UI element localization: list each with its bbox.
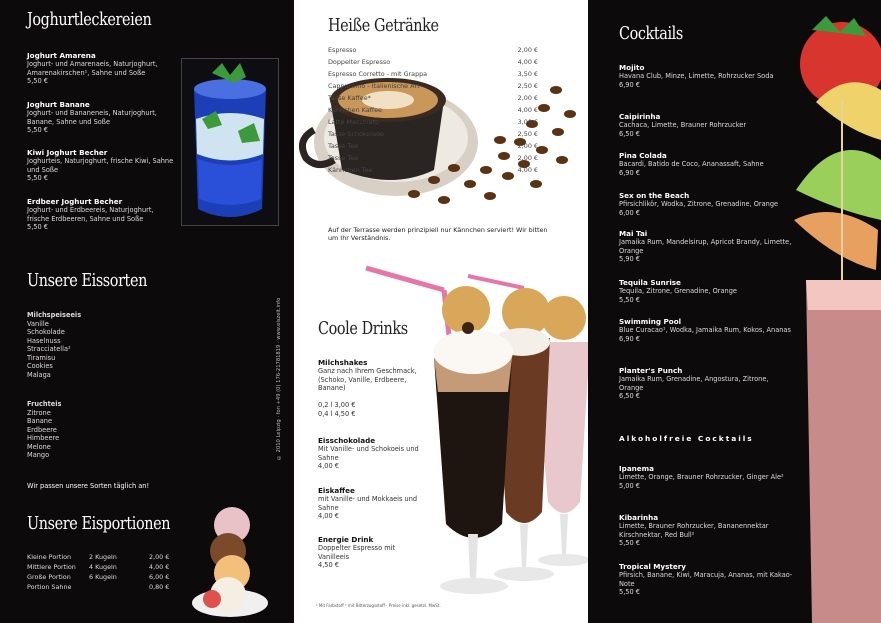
list-item: Latte Macchiato 3,00 € [328, 117, 538, 126]
joghurt-item: Joghurt Banane Joghurt- und Bananeneis, Naturjoghurt, Banane, Sahne und Soße 5,50 € [27, 100, 157, 135]
cool-drinks-heading: Coole Drinks [318, 318, 408, 339]
list-item: Kännchen Tee 4,00 € [328, 165, 538, 174]
terrace-note: Auf der Terrasse werden prinzipiell nur Kännchen serviert! Wir bitten um Ihr Verständnis. [328, 226, 548, 243]
cocktail-item: Pina Colada Bacardi, Batido de Coco, Ananassaft, Sahne 6,90 € [619, 151, 764, 177]
list-item: Espresso 2,00 € [328, 45, 538, 54]
milchspeiseeis-list: Milchspeiseeis Vanille Schokolade Haselnuss Stracciatella² Tiramisu Cookies Malaga [27, 311, 147, 380]
flavor: Erdbeere [27, 425, 57, 434]
joghurt-heading: Joghurtleckereien [27, 9, 152, 30]
joghurt-item: Erdbeer Joghurt Becher Joghurt- und Erdbeereis, Naturjoghurt, frische Erdbeeren, Sahne und Soße 5,50 € [27, 197, 154, 232]
table-row: Mittlere Portion 4 Kugeln 4,00 € [27, 563, 170, 571]
flavor: Haselnuss [27, 336, 61, 345]
heisse-getraenke-list [328, 44, 538, 176]
cocktail-item: Swimming Pool Blue Curacao¹, Wodka, Jamaika Rum, Kokos, Ananas 6,90 € [619, 317, 791, 343]
flavor: Zitrone [27, 408, 51, 417]
joghurt-item: Kiwi Joghurt Becher Joghurteis, Naturjoghurt, frische Kiwi, Sahne und Soße 5,50 € [27, 148, 174, 183]
flavor: Stracciatella² [27, 345, 71, 354]
table-row: Portion Sahne 0,80 € [27, 583, 170, 591]
contact-vertical-text: © 2010 Leipzig · fon +49 (0) 176-21781819 · www.eiszeit.info [276, 297, 282, 460]
alkoholfrei-item: Tropical Mystery Pfirsich, Banane, Kiwi, Maracuja, Ananas, mit Kakao-Note 5,50 € [619, 562, 793, 597]
list-item: Tasse Schokolade 2,50 € [328, 129, 538, 138]
footnote: ¹ Mit Farbstoff ² mit Bitterzugsstoff · Preise inkl. gesetzl. MwSt. [316, 603, 441, 608]
cocktail-item: Tequila Sunrise Tequila, Zitrone, Grenadine, Orange 5,50 € [619, 278, 737, 304]
right-panel [588, 0, 881, 623]
cool-drink-item: Milchshakes Ganz nach Ihrem Geschmack, (Schoko, Vanille, Erdbeere, Banane) 0,2 l 3,00 € 0,4 l 4,50 € [318, 358, 417, 418]
alkoholfrei-item: Kibarinha Limette, Brauner Rohrzucker, Bananennektar Kirschnektar, Red Bull² 5,50 € [619, 513, 769, 548]
yogurt-glass-image [181, 58, 279, 226]
list-item: Kännchen Kaffee 4,00 € [328, 105, 538, 114]
list-item: Cappuccino - Italienische Art 2,50 € [328, 81, 538, 90]
list-item: Espresso Corretto - mit Grappa 3,50 € [328, 69, 538, 78]
alkoholfrei-item: Ipanema Limette, Orange, Brauner Rohrzucker, Ginger Ale² 5,00 € [619, 464, 784, 490]
flavor: Schokolade [27, 328, 65, 337]
cool-drink-item: Eisschokolade Mit Vanille- und Schokoeis und Sahne 4,00 € [318, 436, 419, 471]
eisportionen-heading: Unsere Eisportionen [27, 513, 171, 534]
flavor: Melone [27, 442, 51, 451]
eissorten-heading: Unsere Eissorten [27, 270, 147, 291]
flavor: Cookies [27, 362, 53, 371]
cocktail-item: Mojito Havana Club, Minze, Limette, Rohrzucker Soda 6,90 € [619, 63, 774, 89]
left-panel [0, 0, 294, 623]
flavor: Tiramisu [27, 353, 56, 362]
cocktail-item: Caipirinha Cachaca, Limette, Brauner Rohrzucker 6,50 € [619, 112, 747, 138]
ice-cream-scoops-image [188, 503, 272, 618]
heisse-heading: Heiße Getränke [328, 15, 439, 36]
cool-drink-item: Energie Drink Doppelter Espresso mit Vanilleeis 4,50 € [318, 535, 396, 570]
daily-note: Wir passen unsere Sorten täglich an! [27, 482, 150, 490]
cocktail-item: Mai Tai Jamaika Rum, Mandelsirup, Apricot Brandy, Limette, Orange 5,90 € [619, 229, 792, 264]
table-row: Große Portion 6 Kugeln 6,00 € [27, 573, 170, 581]
cocktails-heading: Cocktails [619, 23, 683, 44]
portionen-table [27, 553, 169, 593]
flavor: Malaga [27, 370, 51, 379]
flavor: Himbeere [27, 434, 60, 443]
joghurt-item: Joghurt Amarena Joghurt- und Amarenaeis, Naturjoghurt, Amarenakirschen¹, Sahne und Soße 5,50 € [27, 51, 158, 86]
list-item: Tasse Tee 2,00 € [328, 153, 538, 162]
alkoholfrei-heading: Alkoholfreie Cocktails [619, 434, 754, 443]
fruchteis-list: Fruchteis Zitrone Banane Erdbeere Himbeere Melone Mango [27, 400, 147, 460]
cocktail-item: Planter's Punch Jamaika Rum, Grenadine, Angostura, Zitrone, Orange 6,50 € [619, 366, 769, 401]
list-item: Tasse Kaffee* 2,00 € [328, 93, 538, 102]
table-row: Kleine Portion 2 Kugeln 2,00 € [27, 553, 170, 561]
cocktail-glass-image [786, 10, 881, 623]
cool-drink-item: Eiskaffee mit Vanille- und Mokkaeis und Sahne 4,00 € [318, 486, 418, 521]
cocktail-item: Sex on the Beach Pfirsichlikör, Wodka, Zitrone, Grenadine, Orange 6,00 € [619, 191, 779, 217]
flavor: Mango [27, 451, 50, 460]
flavor: Banane [27, 417, 53, 426]
list-item: Tasse Tee 2,00 € [328, 141, 538, 150]
list-item: Doppelter Espresso 4,00 € [328, 57, 538, 66]
middle-panel [294, 0, 588, 623]
flavor: Vanille [27, 319, 49, 328]
